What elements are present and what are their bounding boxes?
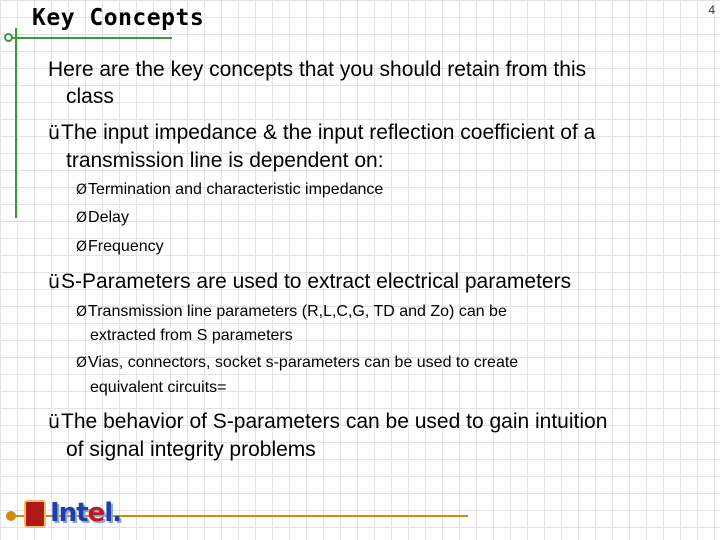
corner-circle-decoration: [4, 33, 13, 42]
title-underline-decoration: [6, 37, 172, 39]
sub-bullet-delay: [76, 209, 129, 227]
university-seal-logo: [24, 500, 46, 528]
sub-bullet-label: Delay: [88, 209, 129, 226]
intro-line-2: class: [66, 85, 114, 108]
bullet-2: [48, 270, 571, 294]
sub-bullet-tline-params-line-2: extracted from S parameters: [90, 327, 293, 344]
bullet-1-line-2: transmission line is dependent on:: [66, 149, 384, 172]
bullet-3-text-1: The behavior of S-parameters can be used to gain intuition: [61, 410, 608, 433]
sub-bullet-frequency: [76, 238, 164, 256]
sub-bullet-termination: [76, 181, 383, 199]
sub-bullet-label: Transmission line parameters (R,L,C,G, TD and Zo) can be: [88, 303, 507, 320]
arrow-icon: Ø: [76, 355, 88, 371]
intro-line-1: Here are the key concepts that you should retain from this: [48, 58, 587, 81]
bullet-3-line-1: [48, 410, 607, 434]
arrow-icon: Ø: [76, 239, 88, 255]
checkmark-icon: ü: [48, 411, 61, 433]
sub-bullet-label: Vias, connectors, socket s-parameters can be used to create: [88, 354, 519, 371]
logo-text-a: Int: [50, 498, 88, 528]
sub-bullet-vias-line-2: equivalent circuits=: [90, 379, 227, 396]
left-vertical-decoration: [15, 28, 17, 218]
arrow-icon: Ø: [76, 304, 88, 320]
checkmark-icon: ü: [48, 122, 61, 144]
checkmark-icon: ü: [48, 271, 61, 293]
sub-bullet-tline-params-line-1: [76, 303, 507, 321]
bullet-2-text: S-Parameters are used to extract electrical parameters: [61, 270, 572, 293]
bullet-1-line-1: [48, 121, 595, 145]
bullet-3-line-2: of signal integrity problems: [66, 438, 316, 461]
sub-bullet-label: Frequency: [88, 238, 164, 255]
sub-bullet-vias-line-1: [76, 354, 518, 372]
intel-logo: [50, 498, 121, 528]
bullet-1-text-1: The input impedance & the input reflection coefficient of a: [61, 121, 596, 144]
sub-bullet-label: Termination and characteristic impedance: [88, 181, 384, 198]
arrow-icon: Ø: [76, 210, 88, 226]
page-number: 4: [708, 3, 715, 17]
logo-text-b: e: [87, 498, 105, 528]
arrow-icon: Ø: [76, 182, 88, 198]
slide-title: Key Concepts: [32, 5, 205, 31]
footer-dot-decoration: [6, 511, 16, 521]
logo-text-c: l.: [104, 498, 122, 528]
